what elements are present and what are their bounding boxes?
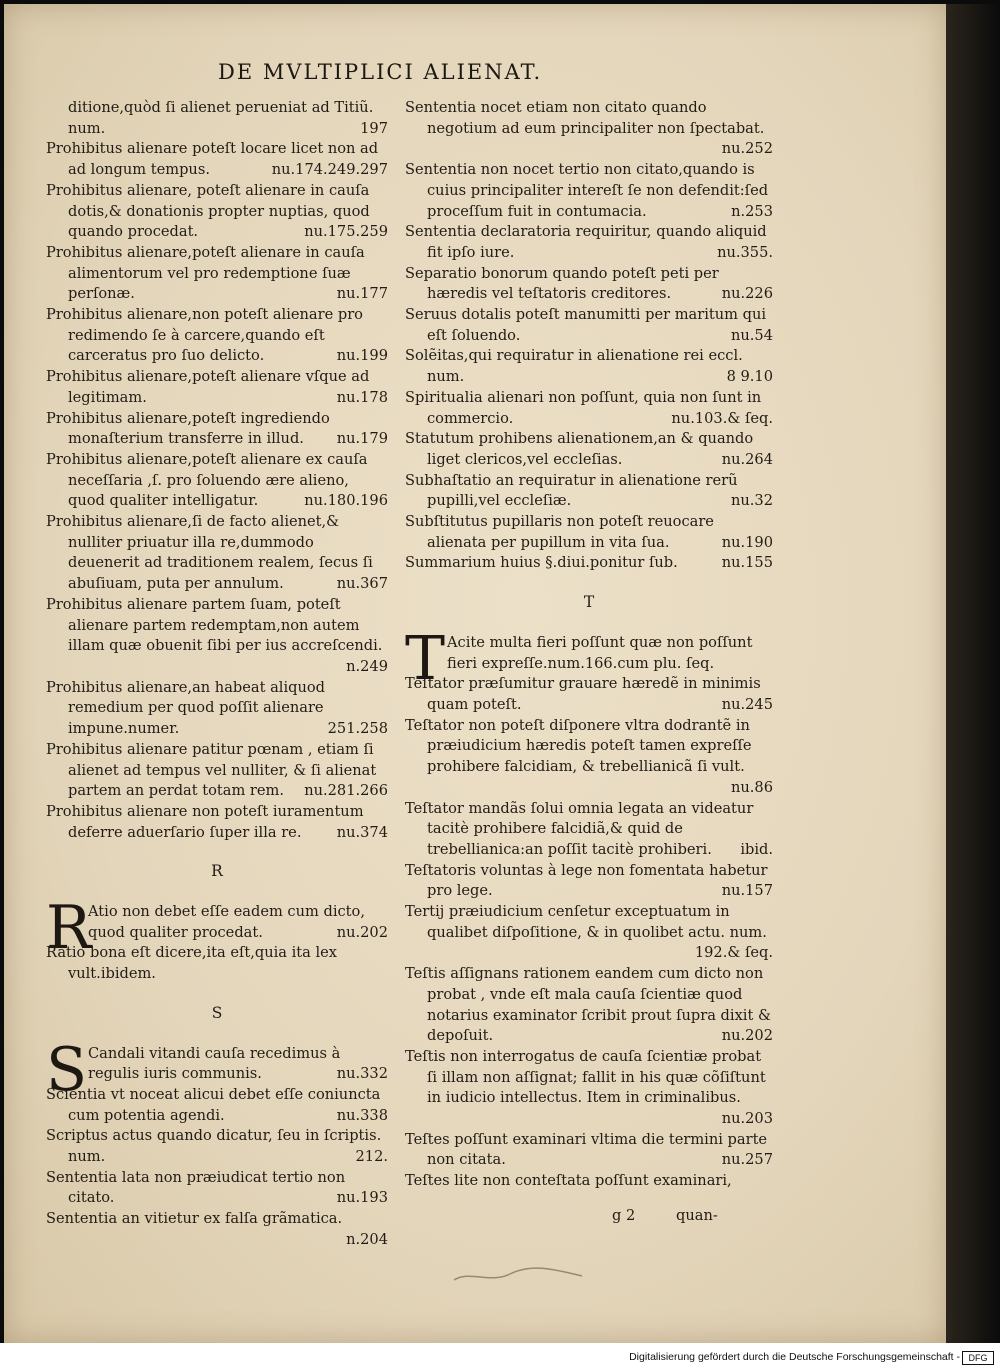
entry-text: num. bbox=[68, 119, 106, 137]
entry-text: Spiritualia alienari non poſſunt, quia non ſunt in commercio. bbox=[405, 388, 762, 427]
entry-text: Teſtatoris voluntas à lege non fomentata habetur pro lege. bbox=[405, 861, 768, 900]
drop-cap: T bbox=[405, 623, 446, 694]
entry-text: Teſtator non poteſt diſponere vltra dodrantẽ in præiudicium hæredis poteſt tamen expreſſe prohibere falcidiam, & trebellianicã ſi vult. bbox=[405, 716, 752, 776]
page-bottom-marks bbox=[612, 1207, 718, 1224]
scan-edge bbox=[946, 4, 1000, 1343]
entry-text: Acite multa fieri poſſunt quæ non poſſunt fieri expreſſe.num.166.cum plu. ſeq. bbox=[447, 633, 753, 672]
index-entry bbox=[405, 799, 773, 861]
index-entry bbox=[405, 471, 773, 512]
entry-text: Solẽitas,qui requiratur in alienatione rei eccl. num. bbox=[405, 347, 743, 386]
entry-reference: nu.374 bbox=[336, 823, 388, 841]
entry-reference: nu.155 bbox=[721, 554, 773, 572]
index-entry bbox=[46, 450, 388, 512]
index-entry bbox=[405, 553, 773, 574]
section-letter: R bbox=[211, 862, 223, 881]
index-entry bbox=[405, 388, 773, 429]
drop-cap: S bbox=[46, 1034, 88, 1105]
index-entry bbox=[405, 1171, 773, 1192]
index-entry bbox=[405, 1130, 773, 1171]
index-entry bbox=[46, 119, 388, 140]
entry-text: Sententia nocet etiam non citato quando negotium ad eum principaliter non ſpectabat. bbox=[405, 99, 765, 137]
index-entry bbox=[46, 305, 388, 367]
entry-reference: nu.32 bbox=[730, 492, 773, 510]
entry-reference: nu.180.196 bbox=[304, 492, 388, 510]
entry-text: Scriptus actus quando dicatur, ſeu in ſcriptis. num. bbox=[46, 1127, 382, 1166]
entry-reference: nu.179 bbox=[336, 430, 388, 448]
entry-reference: nu.202 bbox=[336, 923, 388, 941]
entry-text: Prohibitus alienare non poteſt iuramentum deferre aduerſario ſuper illa re. bbox=[46, 802, 364, 841]
index-entry bbox=[46, 1126, 388, 1167]
index-entry bbox=[405, 861, 773, 902]
index-entry bbox=[405, 674, 773, 715]
index-entry bbox=[405, 305, 773, 346]
entry-text: Scientia vt noceat alicui debet eſſe coniuncta cum potentia agendi. bbox=[46, 1085, 381, 1124]
entry-reference: nu.252 bbox=[721, 140, 773, 158]
entry-text: Prohibitus alienare,non poteſt alienare pro redimendo ſe à carcere,quando eſt carceratus pro ſuo delicto. bbox=[46, 306, 363, 365]
entry-text: Prohibitus alienare poteſt locare licet non ad ad longum tempus. bbox=[46, 140, 379, 179]
index-entry bbox=[405, 346, 773, 387]
entry-reference: nu.338 bbox=[336, 1106, 388, 1124]
entry-reference: 212. bbox=[355, 1148, 388, 1166]
index-entry bbox=[46, 367, 388, 408]
index-entry bbox=[405, 512, 773, 553]
footer-bar bbox=[0, 1343, 1000, 1371]
entry-reference: 192.& ſeq. bbox=[694, 944, 773, 962]
entry-reference: nu.355. bbox=[717, 243, 773, 261]
entry-reference: n.253 bbox=[731, 202, 773, 220]
index-entry bbox=[46, 740, 388, 802]
entry-text: Sententia non nocet tertio non citato,quando is cuius principaliter intereſt ſe non defendit:ſed proceſſum fuit in contumacia. bbox=[405, 161, 769, 220]
entry-text: Prohibitus alienare,an habeat aliquod remedium per quod poſſit alienare impune.numer. bbox=[46, 678, 325, 738]
entry-text: Candali vitandi cauſa recedimus à regulis iuris communis. bbox=[88, 1044, 341, 1083]
index-entry bbox=[405, 1047, 773, 1130]
entry-reference: 251.258 bbox=[327, 720, 388, 738]
index-entry bbox=[405, 902, 773, 964]
entry-reference: nu.202 bbox=[721, 1027, 773, 1045]
entry-reference: 197 bbox=[360, 119, 388, 137]
index-entry bbox=[46, 595, 388, 678]
entry-text: Prohibitus alienare,poteſt alienare vſque ad legitimam. bbox=[46, 368, 370, 406]
entry-text: Prohibitus alienare,poteſt alienare in cauſa alimentorum vel pro redemptione ſuæ perſonæ. bbox=[46, 243, 365, 303]
index-entry bbox=[405, 160, 773, 222]
entry-text: Prohibitus alienare,ſi de facto alienet,& nulliter priuatur illa re,dummodo deuenerit ad traditionem realem, ſecus ſi abuſiuam, puta per annulum. bbox=[46, 513, 373, 593]
entry-reference: nu.177 bbox=[336, 285, 388, 303]
entry-reference: nu.190 bbox=[721, 533, 773, 551]
entry-reference: nu.157 bbox=[721, 882, 773, 900]
entry-text: Teſtis non interrogatus de cauſa ſcientiæ probat ſi illam non aſſignat; fallit in his quæ cõſiſtunt in iudicio intellectus. Item in criminalibus. bbox=[405, 1047, 766, 1107]
entry-reference: nu.178 bbox=[336, 388, 388, 406]
entry-text: Sententia declaratoria requiritur, quando aliquid fit ipſo iure. bbox=[405, 223, 767, 261]
entry-text: Prohibitus alienare,poteſt ingrediendo monaſterium transferre in illud. bbox=[46, 409, 330, 448]
entry-reference: nu.54 bbox=[730, 326, 773, 344]
entry-text: Prohibitus alienare patitur pœnam , etiam ſi alienet ad tempus vel nulliter, & ſi alienat partem an perdat totam rem. bbox=[46, 740, 377, 800]
entry-text: Prohibitus alienare partem ſuam, poteſt alienare partem redemptam,non autem illam quæ obuenit ſibi per ius accreſcendi. bbox=[46, 595, 383, 655]
entry-reference: nu.257 bbox=[721, 1151, 773, 1169]
index-entry bbox=[46, 1168, 388, 1209]
section-letter: T bbox=[583, 593, 595, 612]
entry-reference: nu.281.266 bbox=[304, 782, 388, 800]
index-entry bbox=[46, 678, 388, 740]
right-column bbox=[405, 98, 773, 1192]
entry-reference: nu.367 bbox=[336, 575, 388, 593]
entry-reference: n.249 bbox=[346, 657, 388, 675]
entry-text: Subſtitutus pupillaris non poteſt reuocare alienata per pupillum in vita ſua. bbox=[405, 513, 714, 551]
index-entry bbox=[46, 139, 388, 180]
running-head: DE MVLTIPLICI ALIENAT. bbox=[218, 60, 543, 84]
entry-reference: 8 9.10 bbox=[726, 368, 773, 386]
entry-text: Teſtes lite non conteſtata poſſunt examinari, bbox=[405, 1172, 732, 1190]
entry-reference: nu.193 bbox=[336, 1189, 388, 1207]
index-entry bbox=[405, 716, 773, 799]
drop-cap: R bbox=[46, 893, 92, 964]
entry-reference: ibid. bbox=[740, 840, 773, 858]
ink-smudge bbox=[450, 1262, 590, 1286]
entry-text: Separatio bonorum quando poteſt peti per hæredis vel teſtatoris creditores. bbox=[405, 264, 719, 303]
entry-reference: nu.199 bbox=[336, 347, 388, 365]
index-entry bbox=[46, 1209, 388, 1250]
entry-reference: nu.264 bbox=[721, 450, 773, 468]
index-entry bbox=[46, 243, 388, 305]
index-entry bbox=[46, 98, 388, 119]
entry-text: Tertij præiudicium cenſetur exceptuatum in qualibet diſpoſitione, & in quolibet actu. num. bbox=[405, 903, 767, 941]
index-entry bbox=[405, 429, 773, 470]
entry-reference: nu.226 bbox=[721, 285, 773, 303]
entry-reference: nu.245 bbox=[721, 695, 773, 713]
entry-reference: nu.332 bbox=[336, 1065, 388, 1083]
index-entry bbox=[46, 802, 388, 843]
entry-reference: nu.86 bbox=[730, 778, 773, 796]
entry-text: Ratio bona eſt dicere,ita eſt,quia ita lex vult.ibidem. bbox=[46, 944, 338, 983]
entry-reference: nu.175.259 bbox=[304, 223, 388, 241]
entry-text: Prohibitus alienare, poteſt alienare in cauſa dotis,& donationis propter nuptias, quod quando procedat. bbox=[46, 181, 370, 241]
section-letter: S bbox=[211, 1003, 223, 1022]
index-entry bbox=[46, 1085, 388, 1126]
index-entry bbox=[405, 98, 773, 160]
entry-text: Teſtator mandãs ſolui omnia legata an videatur tacitè prohibere falcidiã,& quid de trebellianica:an poſſit tacitè prohiberi. bbox=[405, 799, 754, 858]
footer-text: Digitalisierung gefördert durch die Deutsche Forschungsgemeinschaft - bbox=[629, 1351, 960, 1363]
entry-text: Atio non debet eſſe eadem cum dicto, quod qualiter procedat. bbox=[88, 903, 365, 941]
index-entry bbox=[405, 264, 773, 305]
index-entry bbox=[46, 181, 388, 243]
dfg-logo: DFG bbox=[962, 1351, 994, 1365]
index-entry bbox=[46, 512, 388, 595]
entry-text: Seruus dotalis poteſt manumitti per maritum qui eſt ſoluendo. bbox=[405, 306, 767, 344]
catchword: quan- bbox=[676, 1207, 718, 1224]
entry-text: Statutum prohibens alienationem,an & quando liget clericos,vel eccleſias. bbox=[405, 430, 754, 468]
left-column bbox=[46, 98, 388, 1251]
entry-text: ditione,quòd ſi alienet perueniat ad Titiũ. bbox=[68, 99, 374, 116]
index-entry bbox=[46, 943, 388, 984]
entry-text: Sententia lata non præiudicat tertio non citato. bbox=[46, 1168, 346, 1207]
entry-text: Sententia an vitietur ex falſa grãmatica. bbox=[46, 1210, 343, 1228]
entry-text: Summarium huius §.diui.ponitur ſub. bbox=[405, 554, 678, 572]
entry-text: Subhaſtatio an requiratur in alienatione rerũ pupilli,vel eccleſiæ. bbox=[405, 471, 738, 510]
entry-reference: nu.174.249.297 bbox=[271, 161, 388, 179]
entry-text: Teſtis aſſignans rationem eandem cum dicto non probat , vnde eſt mala cauſa ſcientiæ quod notarius examinator ſcribit prout ſupra dixit & depoſuit. bbox=[405, 965, 771, 1045]
index-entry bbox=[405, 222, 773, 263]
entry-reference: nu.203 bbox=[721, 1110, 773, 1128]
index-entry bbox=[405, 964, 773, 1047]
signature-mark: g 2 bbox=[612, 1207, 636, 1224]
entry-reference: nu.103.& ſeq. bbox=[671, 409, 773, 427]
entry-text: Prohibitus alienare,poteſt alienare ex cauſa neceſſaria ,ſ. pro ſoluendo ære alieno, quod qualiter intelligatur. bbox=[46, 450, 368, 510]
entry-text: Teſtator præſumitur grauare hæredẽ in minimis quam poteſt. bbox=[405, 675, 761, 713]
entry-reference: n.204 bbox=[346, 1230, 388, 1248]
entry-text: Teſtes poſſunt examinari vltima die termini parte non citata. bbox=[405, 1130, 768, 1169]
index-entry bbox=[46, 409, 388, 450]
